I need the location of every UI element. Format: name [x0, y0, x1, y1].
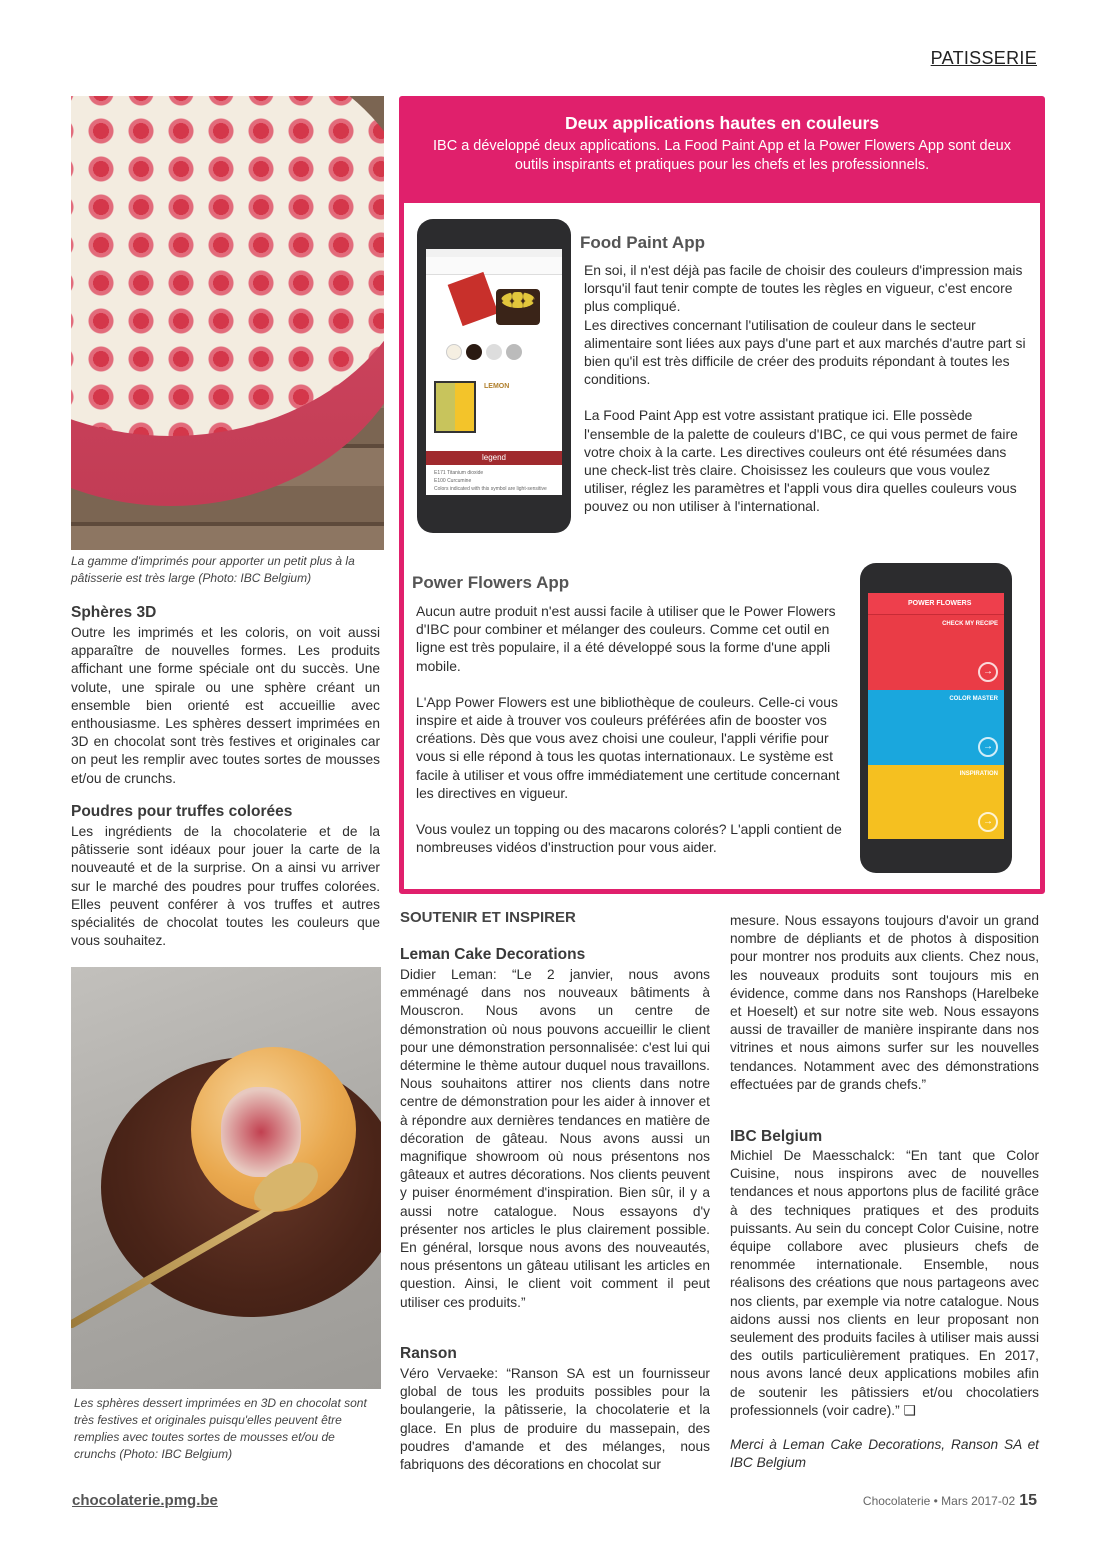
- design-swatch: [486, 344, 502, 360]
- section-label: PATISSERIE: [930, 48, 1037, 68]
- footer-site-link[interactable]: chocolaterie.pmg.be: [72, 1492, 218, 1509]
- leman-heading: Leman Cake Decorations: [400, 946, 586, 963]
- food-paint-para-1: En soi, il n'est déjà pas facile de choisir des couleurs d'impression mais lorsqu'il faut tenir compte de toutes les règles en vigueur, c'est encore plus compliqué.: [584, 262, 1023, 315]
- printed-chocolate: [496, 289, 540, 325]
- design-swatch-2: [506, 344, 522, 360]
- spheres-paragraph: Outre les imprimés et les coloris, on voit aussi apparaître de nouvelles formes. Les produits affichant une forme spéciale ont du succès. Une volute, une spirale ou une sphère créant un ensemble bien orienté est accueillie avec enthousiasme. Les sphères dessert imprimées en 3D en chocolat sont très festives et originales car on peut les remplir avec toutes sortes de mousses et/ou de crunchs.: [71, 625, 380, 786]
- poudres-paragraph: Les ingrédients de la chocolaterie et de la pâtisserie sont idéaux pour jouer la carte de la nouveauté et de la surprise. On a ainsi vu arriver sur le marché des poudres pour truffes colorées. Elles peuvent conférer à vos truffes et autres spécialités de chocolat toutes les couleurs que vous souhaitez.: [71, 824, 380, 949]
- food-paint-screen: [426, 249, 562, 495]
- leman-paragraph: Didier Leman: “Le 2 janvier, nous avons emménagé dans nos nouveaux bâtiments à Mouscron. Nous avons un centre de démonstration où nous pouvons accueillir le client pour une démonstration personnalisée: c'est lui qui détermine le thème autour duquel nous travaillons. Nous souhaitons attirer nos clients dans notre centre de démonstration pour les aider à innover et à répondre aux dernières tendances en matière de décoration de gâteau. Nous avons aussi un magnifique showroom où nous présentons nos gâteaux et autres décorations. Nos clients peuvent y puiser énormément d'inspiration. Bien sûr, il y a aussi notre catalogue. Nous essayons d'y présenter nos articles le plus clairement possible. En général, lorsque nous avons des nouveautés, nous présentons un gâteau utilisant les articles en question. Ainsi, le client voit comment il peut utiliser ces produits.”: [400, 967, 710, 1310]
- legend-row: E100 Curcumine: [434, 478, 472, 484]
- power-flowers-phone: [860, 563, 1012, 873]
- ranson-heading: Ranson: [400, 1345, 457, 1362]
- food-paint-box: [448, 272, 499, 326]
- status-bar: [426, 249, 562, 257]
- ranson-continued-paragraph: mesure. Nous essayons toujours d'avoir un grand nombre de dépliants et de photos à disposition pour montrer nos produits aux clients. Chez nous, les nouveaux produits sont toujours mis en évidence, comme dans nos Ranshops (Harelbeke et Hoeselt) et sur notre site web. Nous essayons aussi de travailler de manière inspirante dans nos vitrines et nous aimons surfer sur les nouvelles tendances. Notamment avec des démonstrations effectuées par de grands chefs.”: [730, 913, 1039, 1092]
- food-paint-heading: Food Paint App: [580, 233, 705, 252]
- feature-box: [399, 96, 1045, 894]
- ibc-paragraph: Michiel De Maesschalck: “En tant que Color Cuisine, nous inspirons avec de nouvelles tendances et nous apportons plus de facilité grâce à des techniques pratiques et des produits puissants. Au sein du concept Color Cuisine, notre équipe collabore avec plusieurs chefs de renommée internationale. Ensemble, nous réalisons des créations que nous partageons avec nos clients, par exemple via notre catalogue. Nous aidons aussi nos clients en leur proposant non seulement des produits faciles à utiliser mais aussi des outils particulièrement pratiques. En 2017, nous avons lancé deux applications mobiles afin de soutenir les pâtissiers et/ou chocolatiers professionnels (voir cadre).” ❑: [730, 1148, 1039, 1418]
- sphere-caption: Les sphères dessert imprimées en 3D en chocolat sont très festives et originales puisqu'elles peuvent être remplies avec toutes sortes de mousses et/ou de crunchs (Photo: IBC Belgium): [74, 1396, 367, 1461]
- power-flowers-para-1: Aucun autre produit n'est aussi facile à utiliser que le Power Flowers d'IBC pour combiner et mélanger des couleurs. Comme cet outil en ligne est très populaire, il a été développé sous la forme d'une appli mobile.: [416, 603, 836, 674]
- inspiration-label: INSPIRATION: [959, 771, 998, 777]
- legend-row: E171 Titanium dioxide: [434, 470, 484, 476]
- lemon-color-swatch: [434, 381, 476, 433]
- legend-bar: legend: [426, 451, 562, 465]
- color-options: [446, 344, 556, 364]
- feature-banner: [404, 101, 1040, 203]
- power-flowers-screen: [868, 593, 1004, 839]
- app-header: POWER FLOWERS: [868, 593, 1004, 615]
- legend-row: Colors indicated with this symbol are light-sensitive: [434, 486, 547, 492]
- dark-chocolate-swatch: [466, 344, 482, 360]
- sphere-photo: [71, 967, 381, 1389]
- article-section-heading: SOUTENIR ET INSPIRER: [400, 909, 576, 926]
- food-paint-phone: [417, 219, 571, 533]
- arrow-icon: →: [978, 737, 998, 757]
- feature-title: Deux applications hautes en couleurs: [564, 113, 880, 133]
- ranson-paragraph: Véro Vervaeke: “Ranson SA est un fournisseur global de tous les produits possibles pour la boulangerie, la pâtisserie, la chocolaterie et la glace. En plus de produire du massepain, des poudres d'amande et des mélanges, nous fabriquons des décorations en chocolat sur: [400, 1366, 710, 1473]
- white-chocolate-swatch: [446, 344, 462, 360]
- issue-label: Chocolaterie • Mars 2017-02: [862, 1494, 1016, 1508]
- footer-issue: [863, 1492, 1037, 1510]
- product-image: [436, 277, 546, 339]
- power-flowers-para-2: L'App Power Flowers est une bibliothèque de couleurs. Celle-ci vous inspire et aide à trouver vos couleurs préférées afin de booster vos créations. Dès que vous avez choisi une couleur, l'appli vérifie pour vous si elle répond à tous les quotas internationaux. Le système est facile à utiliser et vous offre immédiatement une certitude concernant les directives en vigueur.: [416, 693, 840, 801]
- check-recipe-label: CHECK MY RECIPE: [942, 621, 998, 627]
- color-master-panel: [868, 690, 1004, 765]
- page-number: 15: [1019, 1492, 1037, 1509]
- power-flowers-text: [416, 602, 846, 856]
- cake-top-print: [71, 96, 384, 436]
- poudres-heading: Poudres pour truffes colorées: [71, 803, 293, 820]
- color-master-label: COLOR MASTER: [949, 696, 998, 702]
- legend-rows: [434, 469, 547, 493]
- thanks-paragraph: Merci à Leman Cake Decorations, Ranson SA et IBC Belgium: [730, 1437, 1039, 1471]
- ibc-heading: IBC Belgium: [730, 1128, 823, 1145]
- arrow-icon: →: [978, 812, 998, 832]
- lemon-label: LEMON: [484, 383, 510, 390]
- food-paint-para-2: Les directives concernant l'utilisation de couleur dans le secteur alimentaire sont liées aux pays d'une part et aux marchés d'autre part si bien qu'il est très difficile de créer des produits répondant à toutes les conditions.: [584, 316, 1026, 388]
- inspiration-panel: [868, 765, 1004, 839]
- check-recipe-panel: [868, 615, 1004, 690]
- spheres-heading: Sphères 3D: [71, 604, 157, 621]
- cake-photo: [71, 96, 384, 550]
- app-header: [426, 257, 562, 275]
- arrow-icon: →: [978, 662, 998, 682]
- food-paint-text: [584, 261, 1032, 516]
- power-flowers-para-3: Vous voulez un topping ou des macarons colorés? L'appli contient de nombreuses vidéos d'instruction pour vous aider.: [416, 821, 842, 856]
- cake-caption: La gamme d'imprimés pour apporter un petit plus à la pâtisserie est très large (Photo: IBC Belgium): [71, 554, 355, 585]
- food-paint-para-3: La Food Paint App est votre assistant pratique ici. Elle possède l'ensemble de la palette de couleurs d'IBC, ce qui vous permet de faire votre choix à la carte. Les directives couleurs ont été résumées dans une check-list très claire. Choisissez les couleurs que vous voulez utiliser, réglez les paramètres et l'appli vous dira quelles couleurs vous pouvez ou non utiliser à l'international.: [584, 407, 1018, 515]
- feature-intro: IBC a développé deux applications. La Food Paint App et la Power Flowers App sont deux outils inspirants et pratiques pour les chefs et les professionnels.: [433, 138, 1011, 173]
- power-flowers-heading: Power Flowers App: [412, 573, 570, 592]
